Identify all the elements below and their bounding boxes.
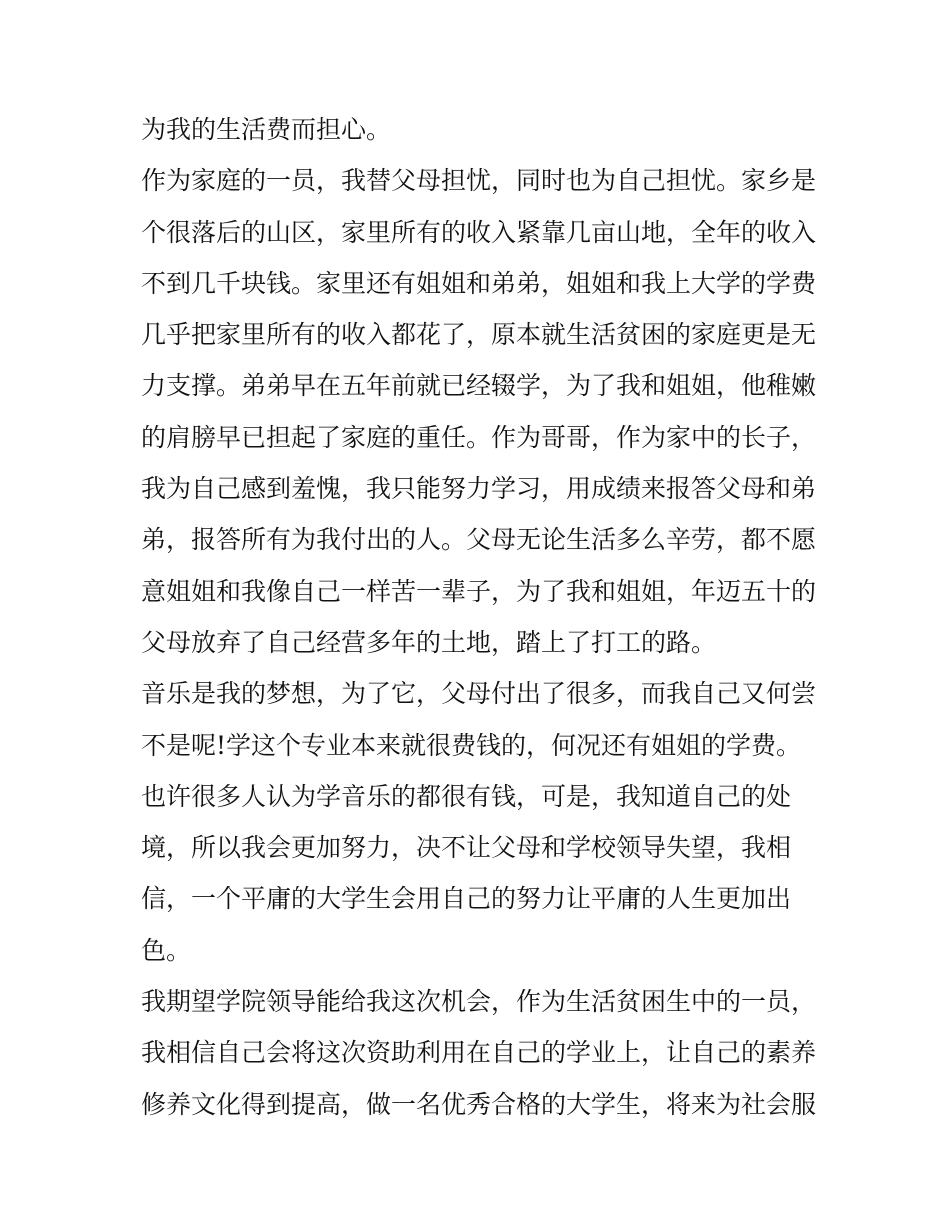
text-line: 色。 bbox=[141, 935, 192, 965]
text-line: 个很落后的山区，家里所有的收入紧靠几亩山地，全年的收入 bbox=[141, 217, 817, 247]
text-line: 我相信自己会将这次资助利用在自己的学业上，让自己的素养 bbox=[141, 1038, 817, 1068]
text-line: 修养文化得到提高，做一名优秀合格的大学生，将来为社会服 bbox=[141, 1089, 817, 1119]
text-line: 音乐是我的梦想，为了它，父母付出了很多，而我自己又何尝 bbox=[141, 679, 817, 709]
text-line: 境，所以我会更加努力，决不让父母和学校领导失望，我相 bbox=[141, 833, 792, 863]
text-line: 的肩膀早已担起了家庭的重任。作为哥哥，作为家中的长子， bbox=[141, 422, 817, 452]
text-line: 不是呢!学这个专业本来就很费钱的，何况还有姐姐的学费。 bbox=[141, 730, 802, 760]
text-line: 不到几千块钱。家里还有姐姐和弟弟，姐姐和我上大学的学费 bbox=[141, 268, 817, 298]
text-line: 几乎把家里所有的收入都花了，原本就生活贫困的家庭更是无 bbox=[141, 320, 817, 350]
text-line: 为我的生活费而担心。 bbox=[141, 115, 392, 144]
text-line: 力支撑。弟弟早在五年前就已经辍学，为了我和姐姐，他稚嫩 bbox=[141, 371, 817, 401]
text-line: 弟，报答所有为我付出的人。父母无论生活多么辛劳，都不愿 bbox=[141, 525, 817, 555]
text-line: 意姐姐和我像自己一样苦一辈子，为了我和姐姐，年迈五十的 bbox=[141, 576, 817, 606]
text-line: 我为自己感到羞愧，我只能努力学习，用成绩来报答父母和弟 bbox=[141, 474, 817, 504]
text-line: 也许很多人认为学音乐的都很有钱，可是，我知道自己的处 bbox=[141, 781, 792, 811]
text-line: 信，一个平庸的大学生会用自己的努力让平庸的人生更加出 bbox=[141, 884, 792, 914]
text-line: 作为家庭的一员，我替父母担忧，同时也为自己担忧。家乡是 bbox=[141, 166, 817, 196]
document-body bbox=[141, 104, 821, 1130]
text-line: 父母放弃了自己经营多年的土地，踏上了打工的路。 bbox=[141, 627, 717, 657]
text-line: 我期望学院领导能给我这次机会，作为生活贫困生中的一员， bbox=[141, 987, 817, 1017]
